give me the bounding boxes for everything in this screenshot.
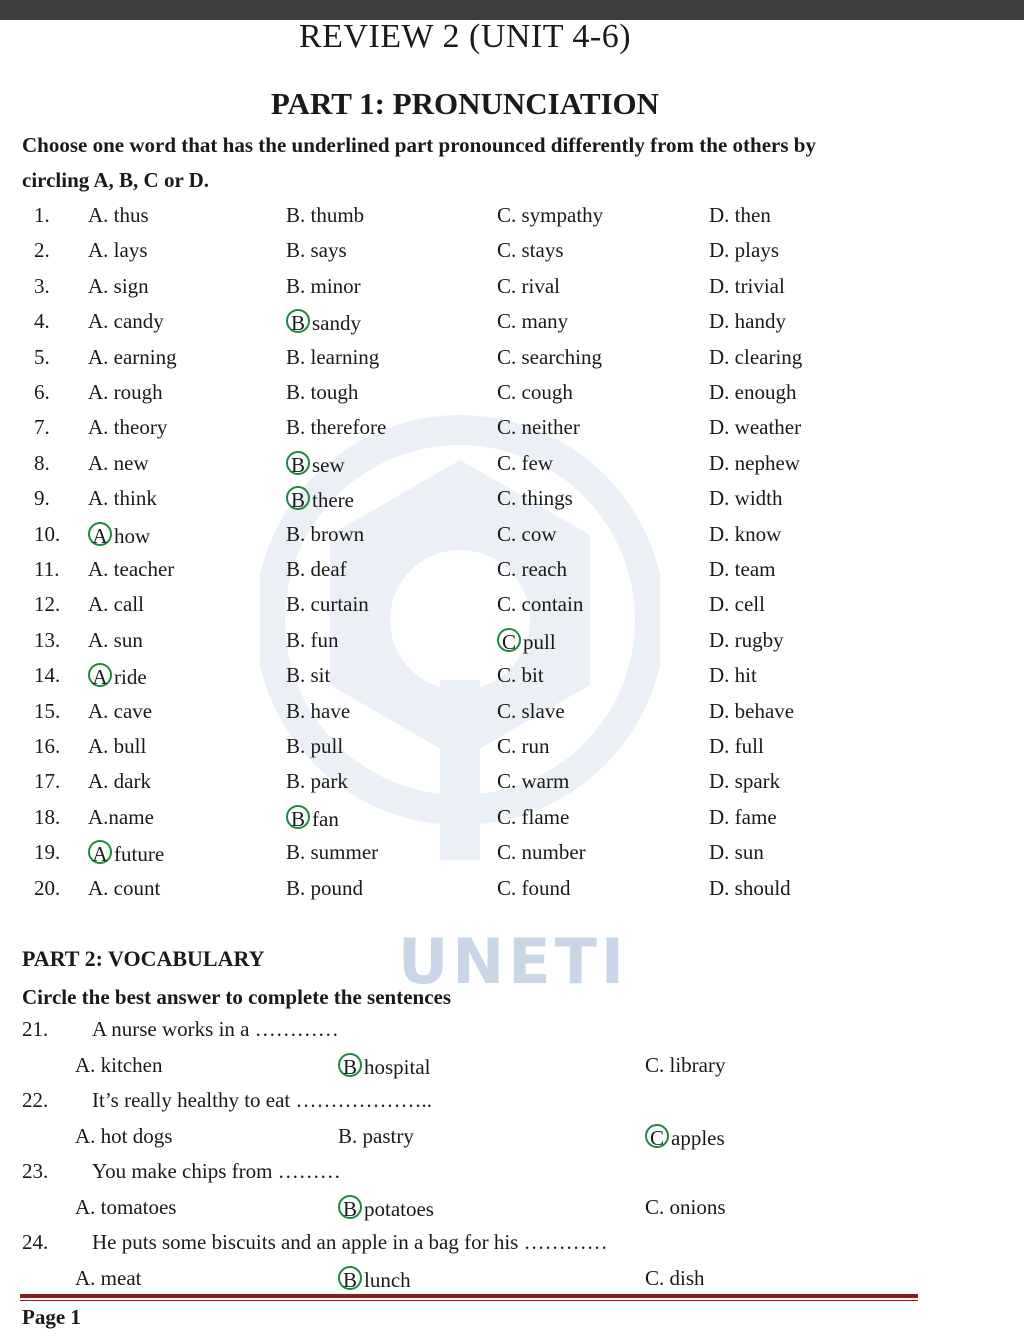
option-d[interactable]: D. clearing [709,344,803,369]
option-a[interactable]: A. kitchen [75,1053,163,1077]
option-a[interactable]: A. cave [88,698,153,723]
answer-circle-mark: B [286,486,310,510]
option-b[interactable]: B there [286,486,354,513]
option-a[interactable]: A. meat [75,1266,142,1290]
answer-circle-mark: B [286,309,310,333]
question-number: 6. [34,380,50,404]
question-row [0,840,1024,875]
option-a[interactable]: A. dark [88,769,151,794]
question-row [0,699,1024,734]
question-text: You make chips from ……… [92,1159,341,1183]
option-a[interactable]: A. thus [88,203,149,227]
question-number: 7. [34,415,50,440]
question-number: 14. [34,663,61,688]
option-c[interactable]: C. dish [645,1266,705,1290]
question-row [0,486,1024,521]
option-c[interactable]: C pull [497,628,556,655]
option-a[interactable]: A. lays [88,238,148,263]
part1-instruction-line2: circling A, B, C or D. [22,168,210,192]
question-number: 8. [34,450,50,475]
option-a[interactable]: A future [88,840,164,867]
question-number: 17. [34,769,61,794]
option-b[interactable]: B. says [286,238,347,263]
option-c[interactable]: C. run [497,734,550,758]
part1-instruction-line1: Choose one word that has the underlined part pronounced differently from the others by [22,133,816,157]
option-a[interactable]: A. sun [88,627,143,652]
option-c[interactable]: C. slave [497,698,565,723]
option-c[interactable]: C. rival [497,273,560,298]
question-row [0,734,1024,769]
option-a[interactable]: A. bull [88,734,147,758]
option-d[interactable]: D. team [709,557,776,581]
page-number: Page 1 [22,1305,81,1329]
question-row [0,876,1024,911]
answer-circle-mark: C [497,628,521,652]
question-row [0,345,1024,380]
option-a[interactable]: A how [88,522,150,549]
option-a[interactable]: A.name [88,804,154,829]
option-d[interactable]: D. plays [709,238,779,263]
question-number: 21. [22,1017,49,1041]
answer-circle-mark: B [286,805,310,829]
option-b[interactable]: B. brown [286,521,365,546]
answer-circle-mark: A [88,663,112,687]
question-row [0,805,1024,840]
option-c[interactable]: C. neither [497,415,580,440]
question-number: 4. [34,309,50,334]
question-number: 9. [34,486,50,511]
answer-circle-mark: A [88,840,112,864]
footer-rule [20,1294,918,1298]
option-a[interactable]: A. rough [88,380,163,404]
option-c[interactable]: C. library [645,1053,726,1077]
option-b[interactable]: B hospital [338,1053,431,1080]
option-c[interactable]: C. flame [497,804,570,829]
option-b[interactable]: B. have [286,698,351,723]
option-c[interactable]: C. sympathy [497,203,604,227]
option-a[interactable]: A. hot dogs [75,1124,173,1148]
option-b[interactable]: B. pound [286,875,364,900]
window-top-bar [0,0,1024,20]
option-d[interactable]: D. full [709,734,764,758]
option-d[interactable]: D. should [709,875,791,900]
question-number: 3. [34,273,50,298]
option-d[interactable]: D. width [709,486,783,511]
question-number: 11. [34,557,60,581]
option-d[interactable]: D. rugby [709,627,784,652]
question-number: 20. [34,875,61,900]
answer-circle-mark: B [286,451,310,475]
question-row [0,309,1024,344]
question-row [0,274,1024,309]
question-number: 24. [22,1230,49,1254]
option-c[interactable]: C. warm [497,769,570,794]
option-b[interactable]: B. minor [286,273,361,298]
question-row [0,663,1024,698]
option-c[interactable]: C. contain [497,592,584,617]
answer-circle-mark: B [338,1053,362,1077]
option-a[interactable]: A. candy [88,309,164,334]
question-text: He puts some biscuits and an apple in a bag for his ………… [92,1230,608,1254]
option-c[interactable]: C. cough [497,380,573,404]
option-d[interactable]: D. nephew [709,450,800,475]
question-row [0,557,1024,592]
option-b[interactable]: B lunch [338,1266,411,1293]
question-text: A nurse works in a ………… [92,1017,339,1041]
option-d[interactable]: D. fame [709,804,777,829]
option-b[interactable]: B. learning [286,344,380,369]
option-c[interactable]: C. many [497,309,569,334]
option-c[interactable]: C. searching [497,344,602,369]
option-b[interactable]: B. therefore [286,415,387,440]
question-number: 16. [34,734,61,758]
option-b[interactable]: B. tough [286,380,359,404]
answer-circle-mark: B [338,1266,362,1290]
footer-rule-thin [20,1300,918,1301]
option-c[interactable]: C. found [497,875,571,900]
watermark-text: UNETI [398,925,628,998]
question-number: 19. [34,840,61,865]
question-row [0,238,1024,273]
answer-circle-mark: B [338,1195,362,1219]
page-title: REVIEW 2 (UNIT 4-6) [298,18,632,55]
option-d[interactable]: D. handy [709,309,786,334]
part1-heading: PART 1: PRONUNCIATION [270,86,660,121]
option-b[interactable]: B. deaf [286,557,347,581]
option-c[interactable]: C. things [497,486,573,511]
answer-circle-mark: C [645,1124,669,1148]
option-c[interactable]: C. stays [497,238,564,263]
option-c[interactable]: C. onions [645,1195,726,1219]
option-a[interactable]: A. sign [88,273,149,298]
option-b[interactable]: B. park [286,769,348,794]
option-d[interactable]: D. know [709,521,782,546]
option-c[interactable]: C. bit [497,663,544,688]
option-c[interactable]: C. few [497,450,553,475]
option-a[interactable]: A. think [88,486,157,511]
option-a[interactable]: A. new [88,450,149,475]
question-row [0,380,1024,415]
question-number: 1. [34,203,50,227]
question-row [0,628,1024,663]
option-a[interactable]: A. theory [88,415,168,440]
question-number: 22. [22,1088,49,1112]
option-a[interactable]: A. teacher [88,557,175,581]
question-number: 5. [34,344,50,369]
option-a[interactable]: A. count [88,875,161,900]
option-b[interactable]: B potatoes [338,1195,434,1222]
question-number: 10. [34,521,61,546]
question-number: 15. [34,698,61,723]
option-d[interactable]: D. hit [709,663,757,688]
option-d[interactable]: D. spark [709,769,781,794]
question-row [0,415,1024,450]
option-d[interactable]: D. then [709,203,771,227]
option-b[interactable]: B. curtain [286,592,369,617]
option-b[interactable]: B. pastry [338,1124,414,1148]
option-b[interactable]: B. sit [286,663,331,688]
option-b[interactable]: B sandy [286,309,361,336]
question-text: It’s really healthy to eat ……………….. [92,1088,433,1112]
question-row [0,203,1024,238]
answer-circle-mark: A [88,522,112,546]
part2-heading: PART 2: VOCABULARY [22,946,265,971]
option-d[interactable]: D. behave [709,698,795,723]
option-b[interactable]: B. pull [286,734,344,758]
question-number: 12. [34,592,61,617]
option-c[interactable]: C. cow [497,521,557,546]
part2-instruction: Circle the best answer to complete the sentences [22,985,452,1009]
question-row [0,522,1024,557]
option-d[interactable]: D. trivial [709,273,785,298]
question-row [0,451,1024,486]
option-b[interactable]: B. summer [286,840,379,865]
option-b[interactable]: B fan [286,805,339,832]
question-number: 2. [34,238,50,263]
question-number: 13. [34,627,61,652]
option-d[interactable]: D. cell [709,592,765,617]
option-b[interactable]: B. thumb [286,203,365,227]
question-row [0,592,1024,627]
option-d[interactable]: D. sun [709,840,764,865]
option-a[interactable]: A ride [88,663,147,690]
option-a[interactable]: A. earning [88,344,177,369]
option-b[interactable]: B. fun [286,627,339,652]
question-number: 18. [34,804,61,829]
option-b[interactable]: B sew [286,451,345,478]
option-d[interactable]: D. weather [709,415,802,440]
option-c[interactable]: C. reach [497,557,567,581]
option-c[interactable]: C. number [497,840,586,865]
option-d[interactable]: D. enough [709,380,797,404]
option-c[interactable]: C apples [645,1124,725,1151]
option-a[interactable]: A. tomatoes [75,1195,177,1219]
option-a[interactable]: A. call [88,592,144,617]
question-row [0,769,1024,804]
question-number: 23. [22,1159,49,1183]
